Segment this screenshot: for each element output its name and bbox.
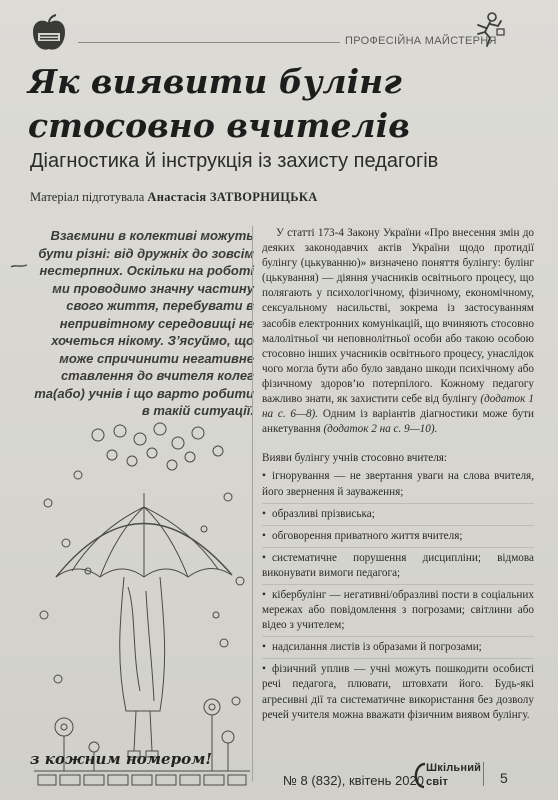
article-subtitle: Діагностика й інструкція із захисту педагогів <box>30 150 439 172</box>
byline-prefix: Матеріал підготувала <box>30 190 145 204</box>
appendix-reference: (додаток 1 на с. 6—8). <box>262 393 535 421</box>
list-item: • образливі прізвиська; <box>262 507 375 520</box>
intro-text: Взаємини в колективі можуть бути різні: від дружніх до зовсім нестерпних. Оскільки на роботі ми проводимо значну частину свого життя, перебувати в непривітному середовищі не хочеться нікому. З’ясуймо, що може спричинити негативне ставлення до вчителя колег та(або) учнів і що варто робити в такій ситуації. <box>34 228 254 418</box>
promo-text: з кожним номером! <box>30 750 212 768</box>
apple-logo-icon <box>30 14 68 54</box>
byline <box>30 190 318 205</box>
issue-info: № 8 (832), квітень 2020 <box>283 773 424 788</box>
falling-flowers <box>40 423 244 705</box>
brand-name-bottom: світ <box>426 776 449 788</box>
body-paragraph <box>262 226 534 437</box>
section-label: ПРОФЕСІЙНА МАЙСТЕРНЯ <box>345 35 497 47</box>
appendix-reference-2: (додаток 2 на с. 9—10). <box>323 423 438 436</box>
article-body <box>262 226 534 723</box>
list-item: • кібербулінг — негативні/образливі пости в соціальних мережах або повідомлення з погрозами; світлини або відео з учителем; <box>262 588 534 632</box>
list-item: • ігнорування — не звертання уваги на слова вчителя, його звернення й зауваження; <box>262 470 534 498</box>
article-title: Як виявити булінг стосовно вчителів <box>28 62 410 145</box>
running-figure-icon <box>470 10 506 48</box>
author-name: Анастасія ЗАТВОРНИЦЬКА <box>147 190 318 204</box>
magazine-brand <box>410 760 482 794</box>
list-item: • надсилання листів із образами й погрозами; <box>262 641 482 654</box>
list-item: • фізичний уплив — учні можуть пошкодити особисті речі педагога, плювати, штовхати його. Будь-які агресивні дії та систематичне використання без дозволу речей учителя можна вважати фізичним виявом булінгу. <box>262 663 534 721</box>
pen-mark-icon <box>10 262 28 270</box>
column-divider <box>252 226 253 781</box>
page-number: 5 <box>500 770 508 786</box>
header-rule <box>78 42 340 43</box>
list-item: • систематичне порушення дисципліни; відмова виконувати вимоги педагога; <box>262 551 534 579</box>
footer-divider <box>483 762 484 786</box>
body-paragraph-text: У статті 173-4 Закону України «Про внесення змін до деяких законодавчих актів України щодо протидії булінгу (цькуванню)» визначено поняття булінгу: булінг (цькування) — діяння учасників освітнього процесу, що полягають у психологічному, фізичному, економічному, сексуальному насильстві, зокрема із застосуванням засобів електронних комунікацій, що вчиняють стосовно малолітньої чи неповнолітньої особи або такою особою стосовно інших учасників освітнього процесу, унаслідок чого могла бути або було завдано шкоди психічному або фізичному здоров’ю потерпілого. Кожному педагогу важливо знати, як захистити себе від булінгу <box>262 227 534 406</box>
body-paragraph-text-2: Одним із варіантів діагностики може бути анкетування <box>262 408 534 436</box>
brand-name-top: Шкільний <box>426 762 482 774</box>
girl-umbrella-illustration <box>28 406 256 800</box>
list-lead: Вияви булінгу учнів стосовно вчителя: <box>262 452 448 465</box>
list-item: • обговорення приватного життя вчителя; <box>262 529 463 542</box>
